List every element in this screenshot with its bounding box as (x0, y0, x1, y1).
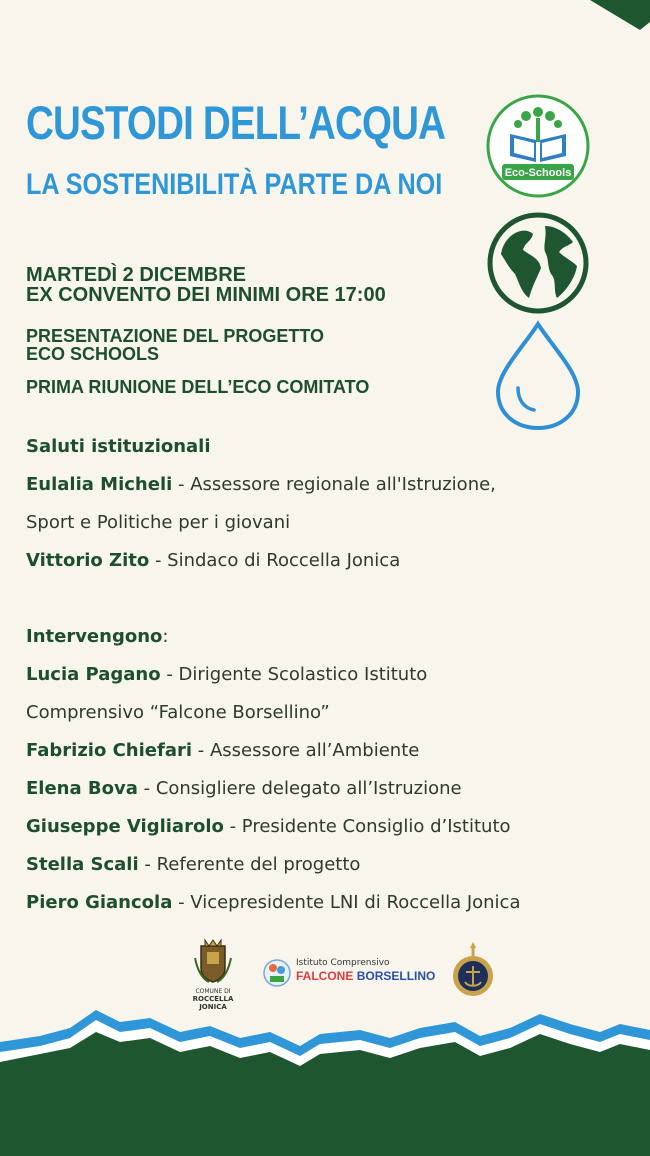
speaker (26, 892, 520, 913)
speaker (26, 816, 511, 837)
person-role: - Referente del progetto (138, 854, 361, 875)
sponsor-logos (0, 938, 650, 1010)
person-role: - Presidente Consiglio d’Istituto (223, 816, 511, 837)
event-presentation-line2: ECO SCHOOLS (26, 344, 160, 364)
person-name: Fabrizio Chiefari (26, 740, 193, 761)
person-role: - Vicepresidente LNI di Roccella Jonica (172, 892, 521, 913)
person-role: - Assessore regionale all'Istruzione, (172, 474, 496, 495)
person-role: - Consigliere delegato all’Istruzione (137, 778, 462, 799)
comune-label-line2: ROCCELLA JONICA (192, 995, 234, 1011)
lni-logo (450, 940, 496, 1004)
ic-label-line1: Istituto Comprensivo (296, 958, 390, 968)
speaker (26, 740, 419, 761)
speaker-role-continued: Comprensivo “Falcone Borsellino” (26, 702, 330, 723)
event-date: MARTEDÌ 2 DICEMBRE (26, 264, 247, 286)
page-subtitle: LA SOSTENIBILITÀ PARTE DA NOI (26, 168, 443, 201)
person-role: - Assessore all’Ambiente (192, 740, 420, 761)
globe-icon (487, 212, 589, 314)
comune-logo (180, 938, 246, 1011)
speaker (26, 854, 360, 875)
corner-decoration (590, 0, 650, 30)
ic-label-name: FALCONE BORSELLINO (296, 969, 436, 983)
person-role: - Dirigente Scolastico Istituto (160, 664, 428, 685)
speaker (26, 778, 462, 799)
greeting-person-role-continued: Sport e Politiche per i giovani (26, 512, 291, 533)
greeting-person (26, 550, 400, 571)
greetings-heading: Saluti istituzionali (26, 436, 211, 457)
person-name: Giuseppe Vigliarolo (26, 816, 224, 837)
coat-of-arms-icon (193, 938, 233, 984)
svg-text:Eco-Schools: Eco-Schools (504, 167, 572, 179)
person-role: - Sindaco di Roccella Jonica (149, 550, 401, 571)
page-title: CUSTODI DELL’ACQUA (26, 96, 446, 149)
mountains-footer (0, 1006, 650, 1156)
speaker (26, 664, 427, 685)
event-place: EX CONVENTO DEI MINIMI ORE 17:00 (26, 284, 386, 306)
comune-label-line1: COMUNE DI (195, 988, 231, 995)
person-name: Stella Scali (26, 854, 139, 875)
speakers-heading: Intervengono: (26, 626, 169, 647)
istituto-comprensivo-logo (262, 954, 442, 994)
person-name: Lucia Pagano (26, 664, 161, 685)
person-name: Elena Bova (26, 778, 138, 799)
greeting-person (26, 474, 496, 495)
event-presentation-line1: PRESENTAZIONE DEL PROGETTO (26, 326, 325, 346)
person-name: Piero Giancola (26, 892, 173, 913)
school-emblem-icon (262, 956, 292, 990)
event-meeting: PRIMA RIUNIONE DELL’ECO COMITATO (26, 377, 370, 397)
eco-schools-logo (486, 94, 590, 198)
water-drop-icon (494, 320, 582, 432)
person-name: Eulalia Micheli (26, 474, 173, 495)
person-name: Vittorio Zito (26, 550, 150, 571)
